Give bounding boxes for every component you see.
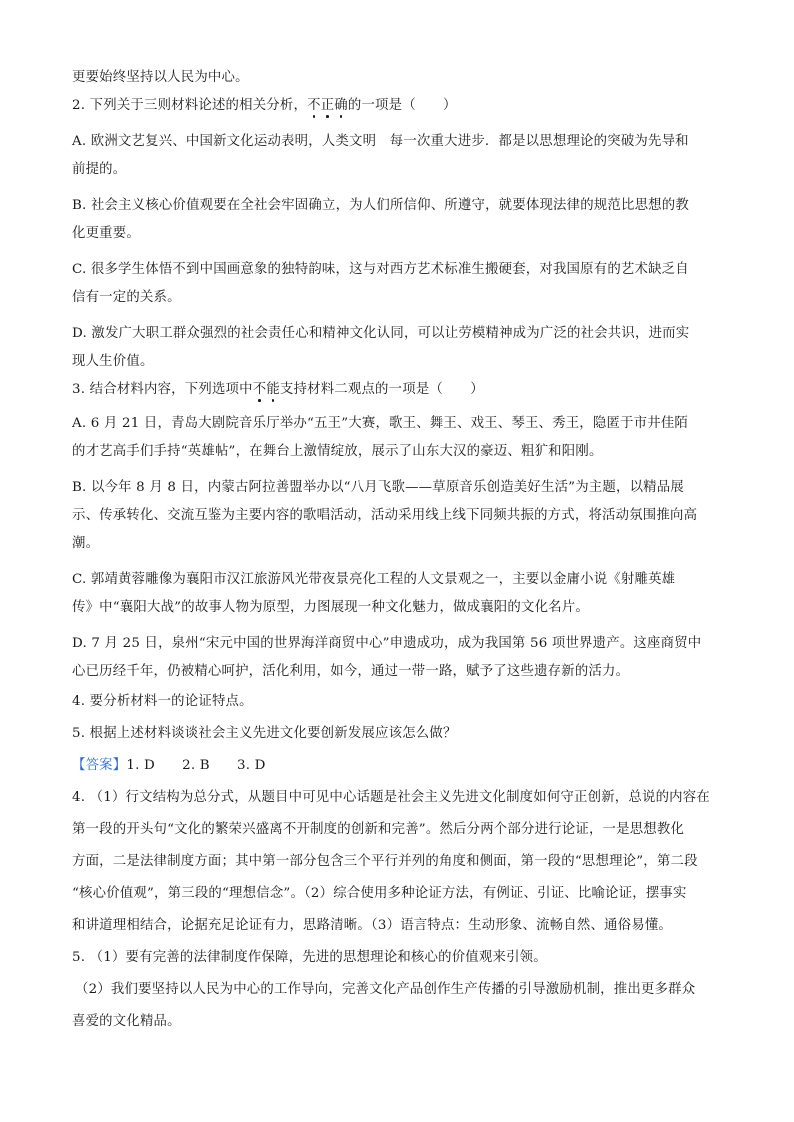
question-2 bbox=[72, 94, 457, 113]
answer-4: 4. （1）行文结构为总分式，从题目中可见中心话题是社会主义先进文化制度如何守正创新，总说的内容在 bbox=[72, 790, 710, 805]
emphasis-char: 确 bbox=[334, 94, 348, 113]
text-line: 化更重要。 bbox=[72, 226, 140, 241]
text-line: 心已历经千年，仍被精心呵护，活化利用，如今，通过一带一路，赋予了这些遗存新的活力。 bbox=[72, 664, 630, 679]
text-line: 现人生价值。 bbox=[72, 354, 154, 369]
emphasis-char: 正 bbox=[321, 94, 335, 113]
question-4: 4. 要分析材料一的论证特点。 bbox=[72, 694, 253, 709]
emphasis-char: 不 bbox=[307, 94, 321, 113]
option-c: C. 很多学生体悟不到中国画意象的独特韵味，这与对西方艺术标准生搬硬套，对我国原有的艺术缺乏自 bbox=[72, 262, 689, 277]
option-a: A. 欧洲文艺复兴、中国新文化运动表明，人类文明 每一次重大进步．都是以思想理论的突破为先导和 bbox=[72, 134, 689, 149]
text-line: 第一段的开头句“文化的繁荣兴盛离不开制度的创新和完善”。然后分两个部分进行论证，一是思想教化 bbox=[72, 822, 685, 837]
text-line: 和讲道理相结合，论据充足论证有力，思路清晰。（3）语言特点：生动形象、流畅自然、通俗易懂。 bbox=[72, 918, 673, 933]
text-line: 潮。 bbox=[72, 536, 100, 551]
option-d: D. 7 月 25 日，泉州“宋元中国的世界海洋商贸中心”申遗成功，成为我国第 56 项世界遗产。这座商贸中 bbox=[72, 636, 702, 651]
emphasis-char: 不 bbox=[253, 378, 267, 397]
answer-tag: 【答案】 bbox=[72, 758, 127, 773]
text-line: 的才艺高手们手持“英雄帖”，在舞台上激情绽放，展示了山东大汉的豪迈、粗犷和阳刚。 bbox=[72, 444, 603, 459]
option-b: B. 以今年 8 月 8 日，内蒙古阿拉善盟举办以“八月飞歌——草原音乐创造美好生活”为主题，以精品展 bbox=[72, 480, 684, 495]
option-b: B. 社会主义核心价值观要在全社会牢固确立，为人们所信仰、所遵守，就要体现法律的规范比思想的教 bbox=[72, 198, 689, 213]
option-a: A. 6 月 21 日，青岛大剧院音乐厅举办“五王”大赛，歌王、舞王、戏王、琴王、秀王，隐匿于市井佳陌 bbox=[72, 416, 689, 431]
option-c: C. 郭靖黄蓉雕像为襄阳市汉江旅游风光带夜景亮化工程的人文景观之一，主要以金庸小说《射雕英雄 bbox=[72, 572, 676, 587]
question-text: 2. 下列关于三则材料论述的相关分析， bbox=[72, 98, 308, 113]
text-line: 传》中“襄阳大战”的故事人物为原型，力图展现一种文化魅力，做成襄阳的文化名片。 bbox=[72, 600, 589, 615]
text-line: “核心价值观”，第三段的“理想信念”。（2）综合使用多种论证方法，有例证、引证、比喻论证，摆事实 bbox=[72, 886, 687, 901]
answer-line bbox=[72, 754, 266, 773]
emphasis-char: 能 bbox=[266, 378, 280, 397]
question-text: 支持材料二观点的一项是（ ） bbox=[279, 382, 484, 397]
question-3 bbox=[72, 378, 484, 397]
text-line: 更要始终坚持以人民为中心。 bbox=[72, 70, 249, 85]
question-text: 的一项是（ ） bbox=[347, 98, 457, 113]
text-line: 示、传承转化、交流互鉴为主要内容的歌唱活动，活动采用线上线下同频共振的方式，将活动氛围推向高 bbox=[72, 508, 698, 523]
text-line: 喜爱的文化精品。 bbox=[72, 1014, 181, 1029]
question-text: 3. 结合材料内容，下列选项中 bbox=[72, 382, 253, 397]
question-5: 5. 根据上述材料谈谈社会主义先进文化要创新发展应该怎么做？ bbox=[72, 726, 457, 741]
text-line: （2）我们要坚持以人民为中心的工作导向，完善文化产品创作生产传播的引导激励机制，推出更多群众 bbox=[75, 982, 696, 997]
answer-values: 1. D 2. B 3. D bbox=[126, 758, 266, 773]
option-d: D. 激发广大职工群众强烈的社会责任心和精神文化认同，可以让劳模精神成为广泛的社会共识，进而实 bbox=[72, 326, 690, 341]
text-line: 信有一定的关系。 bbox=[72, 290, 181, 305]
answer-5: 5. （1）要有完善的法律制度作保障，先进的思想理论和核心的价值观来引领。 bbox=[72, 950, 547, 965]
text-line: 前提的。 bbox=[72, 162, 127, 177]
text-line: 方面，二是法律制度方面；其中第一部分包含三个平行并列的角度和侧面，第一段的“思想理论”，第二段 bbox=[72, 854, 698, 869]
